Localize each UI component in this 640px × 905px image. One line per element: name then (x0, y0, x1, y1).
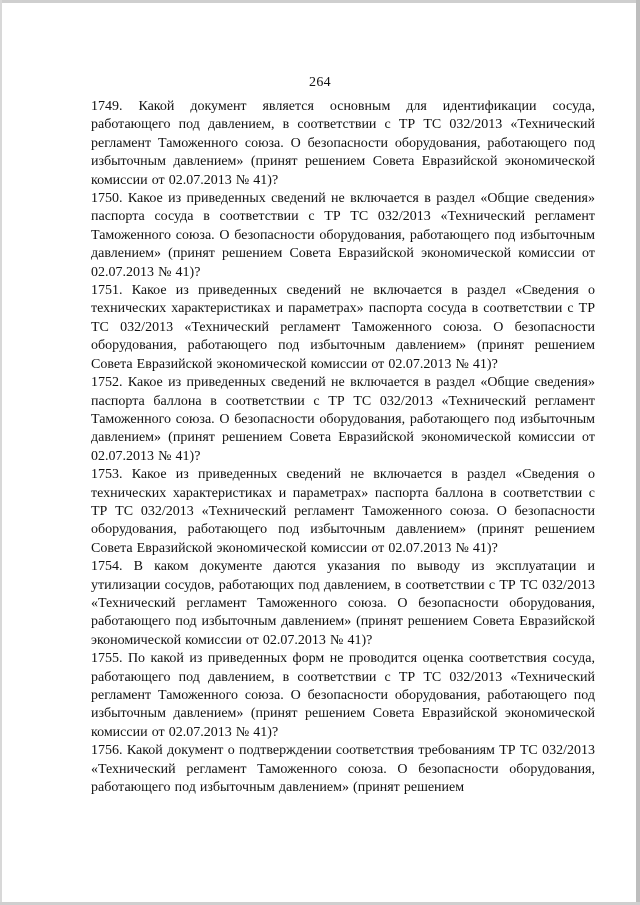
document-body (91, 98, 595, 797)
question-1751: 1751. Какое из приведенных сведений не включается в раздел «Сведения о технических характеристиках и параметрах» паспорта сосуда в соответствии с ТР ТС 032/2013 «Технический регламент Таможенного союза. О безопасности оборудования, работающего под избыточным давлением» (принят решением Совета Евразийской экономической комиссии от 02.07.2013 № 41)? (91, 283, 595, 372)
question-1754: 1754. В каком документе даются указания по выводу из эксплуатации и утилизации сосудов, работающих под давлением, в соответствии с ТР ТС 032/2013 «Технический регламент Таможенного союза. О безопасности оборудования, работающего под избыточным давлением» (принят решением Совета Евразийской экономической комиссии от 02.07.2013 № 41)? (91, 559, 595, 648)
scan-border-right (636, 0, 640, 905)
scan-border-left (0, 0, 2, 905)
question-1749: 1749. Какой документ является основным для идентификации сосуда, работающего под давлением, в соответствии с ТР ТС 032/2013 «Технический регламент Таможенного союза. О безопасности оборудования, работающего под избыточным давлением» (принят решением Совета Евразийской экономической комиссии от 02.07.2013 № 41)? (91, 99, 595, 188)
question-1750: 1750. Какое из приведенных сведений не включается в раздел «Общие сведения» паспорта сосуда в соответствии с ТР ТС 032/2013 «Технический регламент Таможенного союза. О безопасности оборудования, работающего под избыточным давлением» (принят решением Совета Евразийской экономической комиссии от 02.07.2013 № 41)? (91, 191, 595, 280)
question-1752: 1752. Какое из приведенных сведений не включается в раздел «Общие сведения» паспорта баллона в соответствии с ТР ТС 032/2013 «Технический регламент Таможенного союза. О безопасности оборудования, работающего под избыточным давлением» (принят решением Совета Евразийской экономической комиссии от 02.07.2013 № 41)? (91, 375, 595, 464)
question-1753: 1753. Какое из приведенных сведений не включается в раздел «Сведения о технических характеристиках и параметрах» паспорта баллона в соответствии с ТР ТС 032/2013 «Технический регламент Таможенного союза. О безопасности оборудования, работающего под избыточным давлением» (принят решением Совета Евразийской экономической комиссии от 02.07.2013 № 41)? (91, 467, 595, 556)
page-number: 264 (309, 75, 331, 90)
scan-border-top (0, 0, 640, 3)
question-1756: 1756. Какой документ о подтверждении соответствия требованиям ТР ТС 032/2013 «Технический регламент Таможенного союза. О безопасности оборудования, работающего под избыточным давлением» (принят решением (91, 743, 595, 796)
question-1755: 1755. По какой из приведенных форм не проводится оценка соответствия сосуда, работающего под давлением, в соответствии с ТР ТС 032/2013 «Технический регламент Таможенного союза. О безопасности оборудования, работающего под избыточным давлением» (принят решением Совета Евразийской экономической комиссии от 02.07.2013 № 41)? (91, 651, 595, 740)
